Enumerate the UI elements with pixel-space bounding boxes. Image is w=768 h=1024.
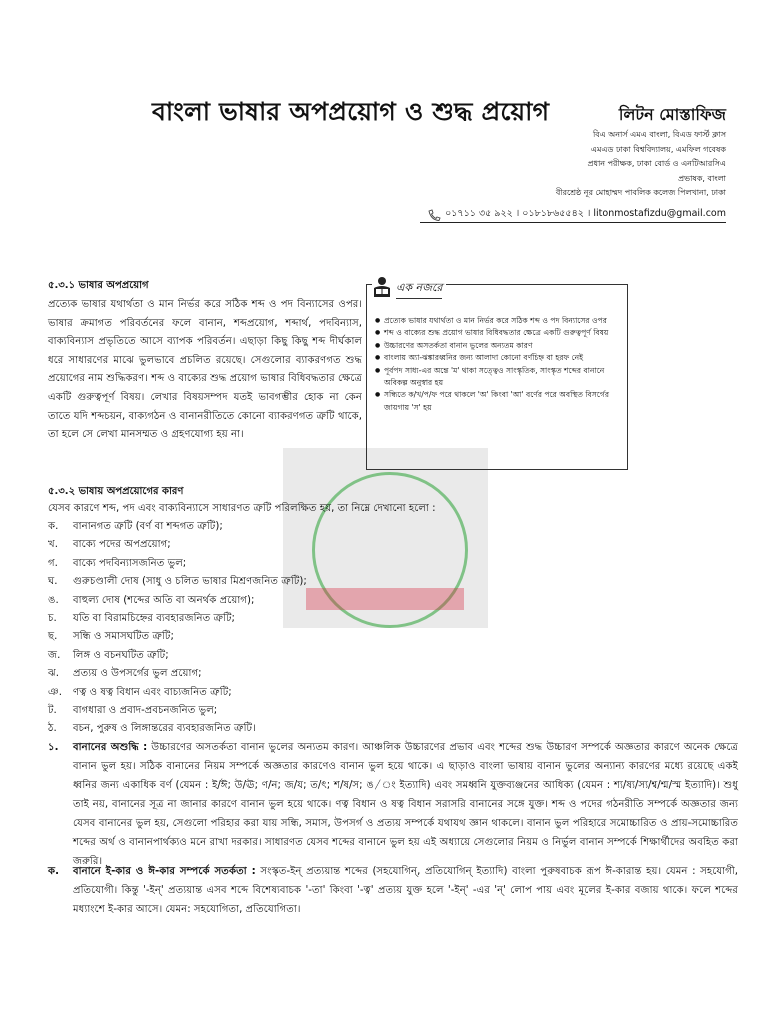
list-text: ণত্ব ও ষত্ব বিধান এবং বাচ্যজনিত ত্রুটি;: [73, 686, 232, 698]
list-text: বাক্যে পদবিন্যাসজনিত ভুল;: [73, 557, 187, 569]
list-item: [48, 647, 307, 665]
section-intro: যেসব কারণে শব্দ, পদ এবং বাক্যবিন্যাসে সাধারণত ত্রুটি পরিলক্ষিত হয়, তা নিম্নে দেখানো হলো :: [48, 503, 436, 514]
list-item: [48, 555, 307, 573]
page-title: বাংলা ভাষার অপপ্রয়োগ ও শুদ্ধ প্রয়োগ: [152, 97, 550, 126]
credential-line: প্রধান পরীক্ষক, ঢাকা বোর্ড ও এনটিআরসিএ: [587, 159, 726, 169]
header-divider: [420, 222, 726, 223]
list-marker: ঞ.: [48, 686, 62, 698]
list-marker: ঙ.: [48, 594, 59, 606]
list-item: [48, 720, 307, 738]
section-heading: ৫.৩.২ ভাষায় অপপ্রয়োগের কারণ: [48, 486, 184, 497]
point-text: সংস্কৃত-ইন্ প্রত্যয়ান্ত শব্দের (সহযোগিন্, প্রতিযোগিন্ ইত্যাদি) বাংলা পুরুষবাচক রূপ ঈ-কারান্ত হয়। যেমন : সহযোগী, প্রতিযোগী। কিন্তু '-ইন্' প্রত্যয়ান্ত এসব শব্দে বিশেষ্যবাচক '-তা' কিংবা '-ত্ব' প্রত্যয় যুক্ত হলে '-ইন্' -এর 'ন্' লোপ পায় এবং মূলের ই-কার বজায় থাকে। ফলে শব্দের মধ্যাংশে ই-কার আসে। যেমন: সহযোগিতা, প্রতিযোগিতা।: [73, 866, 738, 915]
list-text: গুরুচণ্ডালী দোষ (সাধু ও চলিত ভাষার মিশ্রণজনিত ত্রুটি);: [73, 576, 307, 588]
summary-box: [366, 284, 628, 470]
author-credentials: [556, 128, 726, 201]
summary-box-title: এক নজরে: [396, 279, 442, 299]
section-heading: ৫.৩.১ ভাষার অপপ্রয়োগ: [48, 280, 149, 291]
summary-item: ● বাংলায় অ্যা-ঝঙ্কারধ্বনির জন্য আলাদা কোনো বর্ণচিহ্ন বা হরফ নেই: [375, 352, 619, 364]
contact-text: ০১৭১১ ৩৫ ৯২২ । ০১৮১৮৬৫৫৪২ । litonmostafizdu@gmail.com: [445, 208, 726, 219]
list-text: সন্ধি ও সমাসঘটিত ত্রুটি;: [73, 631, 174, 643]
list-marker: ক.: [48, 521, 59, 532]
watermark-ribbon: [306, 588, 464, 610]
list-marker: খ.: [48, 539, 58, 551]
list-text: বচন, পুরুষ ও লিঙ্গান্তরের ব্যবহারজনিত ত্রুটি।: [73, 723, 256, 735]
list-marker: ঝ.: [48, 668, 59, 680]
section-paragraph: প্রত্যেক ভাষার যথার্থতা ও মান নির্ভর করে সঠিক শব্দ ও পদ বিন্যাসের ওপর। ভাষার ক্রমাগত পরিবর্তনের ফলে বানান, শব্দপ্রয়োগ, শব্দার্থ, পদবিন্যাস, বাক্যবিন্যাস প্রভৃতিতে আসে ব্যাপক পরিবর্তন। এছাড়া কিছু কিছু শব্দ দীর্ঘকাল ধরে সাধারণের মাঝে ভুলভাবে প্রচলিত রয়েছে। সেগুলোর ব্যাকরণগত শুদ্ধ প্রয়োগের নাম শুদ্ধিকরণ। শব্দ ও বাক্যের শুদ্ধ প্রয়োগ ভাষার বিধিবদ্ধতার ক্ষেত্রে একটি গুরুত্বপূর্ণ বিষয়। লেখার বিষয়সম্পদ যতই ভাবগম্ভীর হোক না কেন তাতে যদি শব্দচয়ন, বাক্যগঠন ও বানানরীতিতে কোনো ব্যাকরণগত ত্রুটি থাকে, তা হলে সে লেখা মানসম্মত ও গ্রহণযোগ্য হয় না।: [48, 299, 362, 441]
list-text: বাহুল্য দোষ (শব্দের অতি বা অনর্থক প্রয়োগ);: [73, 594, 255, 606]
point-lead: বানানে ই-কার ও ঈ-কার সম্পর্কে সতর্কতা :: [73, 866, 256, 877]
list-text: যতি বা বিরামচিহ্নের ব্যবহারজনিত ত্রুটি;: [73, 613, 235, 625]
credential-line: প্রভাষক, বাংলা: [678, 173, 726, 183]
point-marker: ১.: [48, 742, 59, 753]
summary-item: ● শব্দ ও বাক্যের শুদ্ধ প্রয়োগ ভাষার বিধিবদ্ধতার ক্ষেত্রে একটি গুরুত্বপূর্ণ বিষয়: [375, 327, 619, 339]
credential-line: বিএ অনার্স এমএ বাংলা, বিএড ফার্স্ট ক্লাস: [592, 130, 726, 139]
summary-box-header: [372, 276, 446, 302]
list-text: লিঙ্গ ও বচনঘটিত ত্রুটি;: [73, 649, 169, 661]
contact-line: [427, 207, 726, 222]
summary-item: ● উচ্চারণের অসতর্কতা বানান ভুলের অন্যতম কারণ: [375, 340, 619, 352]
list-item: [48, 518, 307, 536]
reader-icon: [372, 276, 392, 302]
list-item: [48, 702, 307, 720]
summary-item: ● সন্ধিতে ক/খ/প/ফ পরে থাকলে 'অ' কিংবা 'আ' বর্ণের পরে অবস্থিত বিসর্গের জায়গায় 'স' হয়: [375, 389, 619, 414]
list-marker: চ.: [48, 613, 57, 625]
list-item: [48, 610, 307, 628]
list-marker: ছ.: [48, 631, 58, 643]
list-marker: ঘ.: [48, 576, 58, 588]
list-item: [48, 665, 307, 683]
list-text: বাগধারা ও প্রবাদ-প্রবচনজনিত ভুল;: [73, 705, 218, 717]
phone-icon: [427, 209, 441, 221]
point-body: [73, 738, 738, 871]
list-item: [48, 628, 307, 646]
point-body: [73, 862, 738, 919]
list-marker: গ.: [48, 557, 58, 569]
point-lead: বানানের অশুদ্ধি :: [73, 742, 148, 753]
point-marker: ক.: [48, 866, 59, 877]
list-marker: ঠ.: [48, 723, 57, 735]
list-marker: ট.: [48, 705, 57, 717]
list-item: [48, 684, 307, 702]
point-text: উচ্চারণের অসতর্কতা বানান ভুলের অন্যতম কারণ। আঞ্চলিক উচ্চারণের প্রভাব এবং শব্দের শুদ্ধ উচ্চারণ সম্পর্কে অজ্ঞতার কারণে অনেক ক্ষেত্রে বানান ভুল হয়। সঠিক বানানের নিয়ম সম্পর্কে অজ্ঞতার কারণেও বানান ভুল হয়ে থাকে। এ ছাড়াও বাংলা ভাষায় বানান ভুলের অন্যান্য কারণের মধ্যে রয়েছে একই ধ্বনির জন্য একাধিক বর্ণ (যেমন : ই/ঈ; উ/ঊ; ণ/ন; জ/য; ত/ৎ; শ/ষ/স; ঙ/ং ইত্যাদি) এবং সমধ্বনি যুক্তব্যঞ্জনের আধিক্য (যেমন : শ্য/ষ্য/স্য/শ্ব/শ্ম/স্ম ইত্যাদি)। শুধু তাই নয়, বানানের সূত্র না জানার কারণে বানান ভুল হয়ে থাকে। ণত্ব বিধান ও ষত্ব বিধান সরাসরি বানানের সঙ্গে যুক্ত। শব্দ ও পদের গঠনরীতি সম্পর্কে অজ্ঞতার জন্য যেসব বানানের ভুল হয়, সেগুলো পরিহার করা যায় সন্ধি, সমাস, উপসর্গ ও প্রত্যয় সম্পর্কে যথাযথ জ্ঞান থাকলে। বানান ভুল পরিহারে সমোচ্চারিত ও প্রায়-সমোচ্চারিত শব্দের অর্থ ও বানানপার্থক্যও মনে রাখা দরকার। সাধারণত যেসব শব্দের বানানে ভুল হয় এই অধ্যায়ে সেগুলোর নিয়ম ও নির্ভুল বানান সম্পর্কে শিক্ষার্থীদের অবহিত করা জরুরি।: [73, 742, 738, 867]
list-item: [48, 573, 307, 591]
list-marker: জ.: [48, 649, 61, 661]
list-text: প্রত্যয় ও উপসর্গের ভুল প্রয়োগ;: [73, 668, 202, 680]
cause-list: [48, 518, 307, 739]
list-text: বানানগত ত্রুটি (বর্ণ বা শব্দগত ত্রুটি);: [73, 521, 223, 532]
author-name: লিটন মোস্তাফিজ: [618, 105, 726, 124]
list-item: [48, 536, 307, 554]
list-item: [48, 592, 307, 610]
list-text: বাক্যে পদের অপপ্রয়োগ;: [73, 539, 171, 551]
credential-line: এমএড ঢাকা বিশ্ববিদ্যালয়, এমফিল গবেষক: [590, 144, 726, 154]
summary-list: [375, 315, 619, 414]
credential-line: বীরশ্রেষ্ঠ নূর মোহাম্মদ পাবলিক কলেজ পিলখানা, ঢাকা: [555, 188, 726, 198]
summary-item: ● পূর্বপদ সাধ্য-এর অন্তে 'ম' থাকা সত্ত্বেও সাংস্কৃতিক, সাংস্কৃত শব্দের বানানে অবিকল্প অনুস্বার হয়: [375, 365, 619, 390]
point-spelling-errors: [48, 738, 738, 871]
point-i-kar-caution: [48, 862, 738, 919]
summary-item: ● প্রত্যেক ভাষার যথার্থতা ও মান নির্ভর করে সঠিক শব্দ ও পদ বিন্যাসের ওপর: [375, 315, 619, 327]
